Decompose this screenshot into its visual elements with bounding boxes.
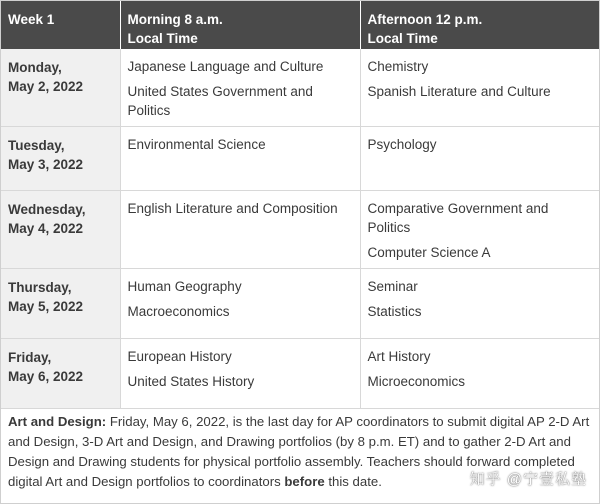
course: Psychology <box>367 137 437 152</box>
day-date: May 2, 2022 <box>8 79 84 94</box>
course: Human Geography <box>127 279 242 294</box>
day-name: Wednesday, <box>8 202 86 217</box>
day-cell <box>1 339 120 409</box>
course: Seminar <box>367 279 418 294</box>
course: Computer Science A <box>367 245 491 260</box>
morning-cell <box>120 339 360 409</box>
morning-cell <box>120 191 360 269</box>
day-name: Friday, <box>8 350 52 365</box>
day-name: Tuesday, <box>8 138 65 153</box>
course: Japanese Language and Culture <box>127 59 324 74</box>
note-emphasis: before <box>284 474 325 489</box>
header-morning-time: Morning 8 a.m. <box>127 12 223 27</box>
day-name: Monday, <box>8 60 62 75</box>
morning-cell <box>120 269 360 339</box>
course: European History <box>127 349 232 364</box>
afternoon-cell <box>360 49 599 127</box>
day-date: May 3, 2022 <box>8 157 84 172</box>
afternoon-cell <box>360 191 599 269</box>
course: Environmental Science <box>127 137 266 152</box>
watermark-text: 知乎 @宁壹私塾 <box>469 471 587 488</box>
course: United States Government and Politics <box>127 84 313 118</box>
header-afternoon-time: Afternoon 12 p.m. <box>367 12 483 27</box>
exam-schedule-table <box>1 1 599 409</box>
header-afternoon <box>360 1 599 49</box>
day-cell <box>1 191 120 269</box>
day-cell <box>1 269 120 339</box>
note-label: Art and Design: <box>8 414 107 429</box>
header-afternoon-local: Local Time <box>367 31 438 46</box>
day-cell <box>1 127 120 191</box>
course: Chemistry <box>367 59 429 74</box>
course: Macroeconomics <box>127 304 230 319</box>
header-week-label: Week 1 <box>8 12 55 27</box>
afternoon-cell <box>360 339 599 409</box>
course: Microeconomics <box>367 374 466 389</box>
afternoon-cell <box>360 127 599 191</box>
header-morning-local: Local Time <box>127 31 198 46</box>
afternoon-cell <box>360 269 599 339</box>
note-text: Friday, May 6, 2022, is the last day for AP coordinators to submit digital AP 2-D Art and Design, 3-D Art and Design, and Drawing portfolios (by 8 p.m. ET) and to gather 2-D Art and Design and Drawing students for physical portfolio assembly. Teachers should forward completed digital Art and Design portfolios to coordinators <box>8 414 590 489</box>
note-text-end: this date. <box>324 474 382 489</box>
day-name: Thursday, <box>8 280 72 295</box>
table-row <box>1 49 599 127</box>
header-morning <box>120 1 360 49</box>
day-date: May 6, 2022 <box>8 369 84 384</box>
course: Comparative Government and Politics <box>367 201 549 235</box>
table-row <box>1 127 599 191</box>
day-date: May 4, 2022 <box>8 221 84 236</box>
course: Statistics <box>367 304 422 319</box>
day-cell <box>1 49 120 127</box>
morning-cell <box>120 127 360 191</box>
table-row <box>1 191 599 269</box>
day-date: May 5, 2022 <box>8 299 84 314</box>
morning-cell <box>120 49 360 127</box>
course: Art History <box>367 349 431 364</box>
table-header-row <box>1 1 599 49</box>
table-row <box>1 269 599 339</box>
header-week <box>1 1 120 49</box>
course: Spanish Literature and Culture <box>367 84 551 99</box>
course: English Literature and Composition <box>127 201 338 216</box>
table-row <box>1 339 599 409</box>
course: United States History <box>127 374 255 389</box>
